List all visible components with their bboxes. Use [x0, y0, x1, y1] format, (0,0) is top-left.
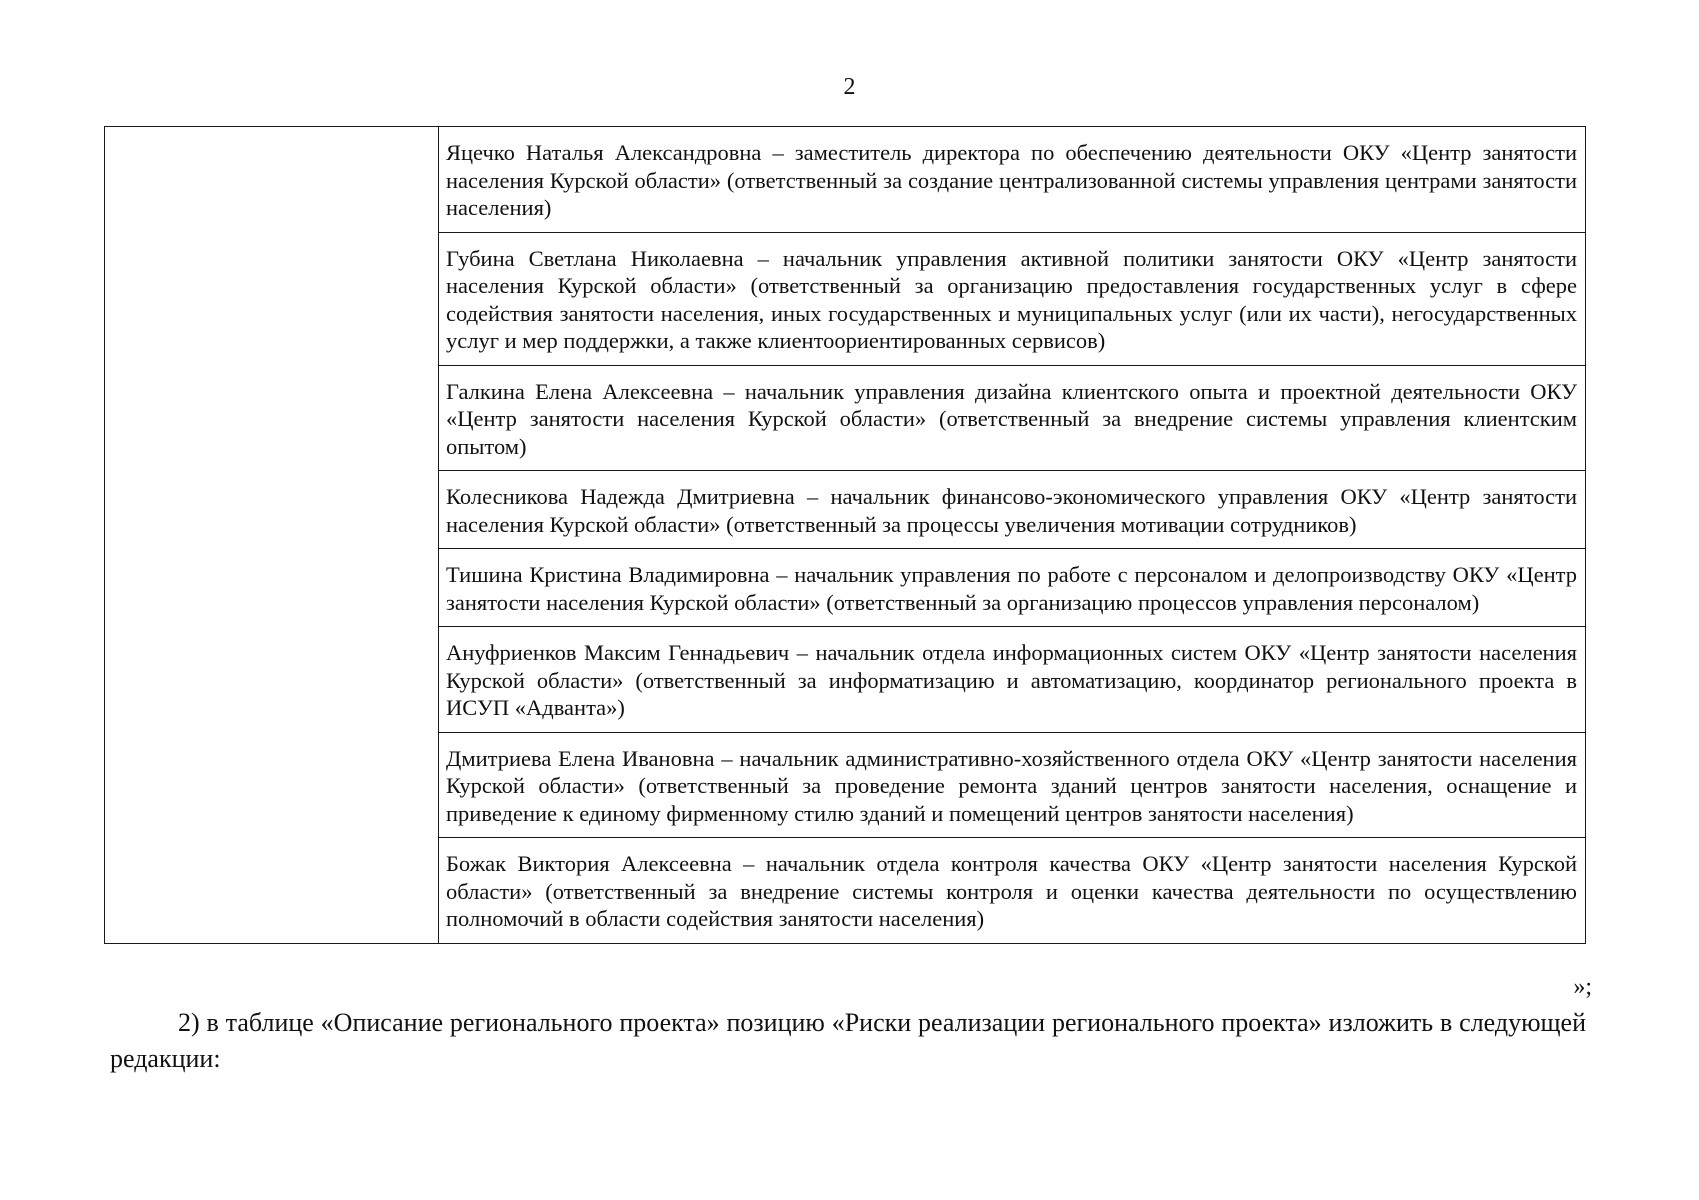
responsibles-table: [104, 126, 1586, 944]
cell-text: Ануфриенков Максим Геннадьевич – начальник отдела информационных систем ОКУ «Центр занятости населения Курской области» (ответственный за информатизацию и автоматизацию, координатор регионального проекта в ИСУП «Адванта»): [446, 640, 1577, 720]
table-cell: [439, 365, 1586, 471]
page-number: 2: [843, 74, 856, 100]
table-cell: [439, 627, 1586, 733]
cell-text: Яцечко Наталья Александровна – заместитель директора по обеспечению деятельности ОКУ «Центр занятости населения Курской области» (ответственный за создание централизованной системы управления центрами занятости населения): [446, 140, 1577, 220]
cell-text: Колесникова Надежда Дмитриевна – начальник финансово-экономического управления ОКУ «Центр занятости населения Курской области» (ответственный за процессы увеличения мотивации сотрудников): [446, 484, 1577, 537]
table-cell: [439, 127, 1586, 233]
table-cell: [439, 549, 1586, 627]
closing-quote: »;: [1573, 974, 1592, 1000]
cell-text: Галкина Елена Алексеевна – начальник управления дизайна клиентского опыта и проектной деятельности ОКУ «Центр занятости населения Курской области» (ответственный за внедрение системы управления клиентским опытом): [446, 378, 1577, 459]
table-cell: [439, 232, 1586, 365]
amendment-paragraph: 2) в таблице «Описание регионального проекта» позицию «Риски реализации регионального проекта» изложить в следующей редакции:: [110, 1008, 1586, 1073]
cell-text: Божак Виктория Алексеевна – начальник отдела контроля качества ОКУ «Центр занятости населения Курской области» (ответственный за внедрение системы контроля и оценки качества деятельности по осуществлению полномочий в области содействия занятости населения): [446, 851, 1577, 931]
cell-text: Губина Светлана Николаевна – начальник управления активной политики занятости ОКУ «Центр занятости населения Курской области» (ответственный за организацию предоставления государственных услуг в сфере содействия занятости населения, иных государственных и муниципальных услуг (или их части), негосударственных услуг и мер поддержки, а также клиентоориентированных сервисов): [446, 245, 1577, 353]
cell-text: Тишина Кристина Владимировна – начальник управления по работе с персоналом и делопроизводству ОКУ «Центр занятости населения Курской области» (ответственный за организацию процессов управления персоналом): [446, 562, 1577, 615]
empty-left-cell: [105, 127, 439, 944]
table-row: [105, 127, 1586, 233]
cell-text: Дмитриева Елена Ивановна – начальник административно-хозяйственного отдела ОКУ «Центр занятости населения Курской области» (ответственный за проведение ремонта зданий центров занятости населения, оснащение и приведение к единому фирменному стилю зданий и помещений центров занятости населения): [446, 745, 1577, 826]
table-cell: [439, 732, 1586, 838]
table-cell: [439, 838, 1586, 944]
table-cell: [439, 471, 1586, 549]
